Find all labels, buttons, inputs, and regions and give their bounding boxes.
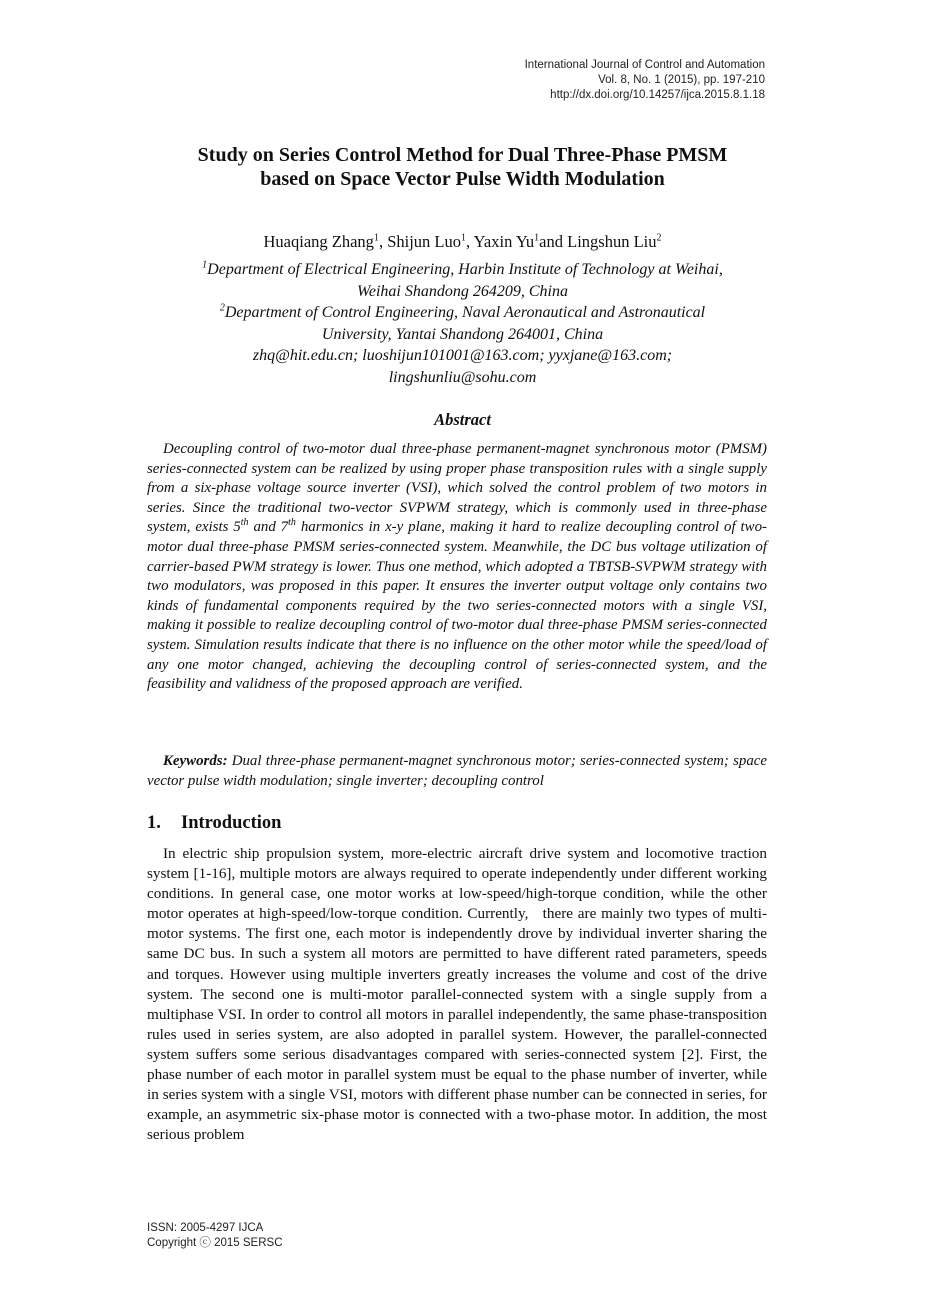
volume-info: Vol. 8, No. 1 (2015), pp. 197-210 xyxy=(598,74,765,86)
copyright: Copyright ⓒ 2015 SERSC xyxy=(147,1237,283,1249)
abstract-heading: Abstract xyxy=(434,410,491,429)
email-addresses-line-1[interactable]: zhq@hit.edu.cn; luoshijun101001@163.com; yyxjane@163.com; xyxy=(252,347,673,364)
running-header xyxy=(525,58,765,103)
title-line-1: Study on Series Control Method for Dual Three-Phase PMSM xyxy=(197,144,728,166)
affiliation-2-mark: 2 xyxy=(219,302,225,314)
page-footer xyxy=(147,1221,283,1251)
issn: ISSN: 2005-4297 IJCA xyxy=(147,1222,264,1234)
author-separator: , xyxy=(378,232,388,251)
affiliation-2-line-2: University, Yantai Shandong 264001, China xyxy=(321,325,604,343)
author-separator: , xyxy=(466,232,474,251)
keywords-label: Keywords: xyxy=(163,753,228,769)
author-name: Shijun Luo xyxy=(387,232,461,251)
keywords-text: Dual three-phase permanent-magnet synchronous motor; series-connected system; space vector pulse width modulation; single inverter; decoupling control xyxy=(147,753,767,789)
author-affiliation-mark: 1 xyxy=(461,232,466,244)
introduction-paragraph: In electric ship propulsion system, more-electric aircraft drive system and locomotive traction system [1-16], multiple motors are always required to operate independently under different working conditions. In general case, one motor works at low-speed/high-torque condition, while the other motor operates at high-speed/low-torque condition. Currently, there are mainly two types of multi-motor systems. The first one, each motor is independently drove by individual inverter sharing the same DC bus. In such a system all motors are permitted to have different rated parameters, speeds and torques. However using multiple inverters greatly increases the volume and cost of the drive system. The second one is multi-motor parallel-connected system with a single supply from a multiphase VSI. In order to control all motors in parallel independently, the same phase-transposition rules used in series system, are also adopted in parallel system. However, the parallel-connected system suffers some serious disadvantages compared with series-connected system [2]. First, the phase number of each motor in parallel system must be equal to the phase number of inverter, while in series system with a single VSI, motors with different phase number can be connected in series, for example, an asymmetric six-phase motor is connected with a two-phase motor. In addition, the most serious problem xyxy=(147,845,767,1144)
affiliation-1-line-1: $^1$Department of Electrical Engineering, Harbin Institute of Technology at Weihai, xyxy=(202,259,723,278)
affiliation-1-line-2: Weihai Shandong 264209, China xyxy=(357,282,568,300)
keywords xyxy=(147,752,767,791)
author-list xyxy=(0,231,925,252)
affiliations xyxy=(0,259,925,388)
author-name: Huaqiang Zhang xyxy=(263,232,374,251)
author-name: and Lingshun Liu xyxy=(539,232,657,251)
section-heading-introduction xyxy=(147,813,281,834)
author-name: Yaxin Yu xyxy=(473,232,535,251)
section-title: Introduction xyxy=(181,813,282,833)
email-addresses-line-2[interactable]: lingshunliu@sohu.com xyxy=(388,368,537,386)
author-affiliation-mark: 1 xyxy=(534,232,540,244)
title-line-2: based on Space Vector Pulse Width Modulation xyxy=(260,168,665,190)
author-affiliation-mark: 1 xyxy=(373,232,379,244)
author-affiliation-mark: 2 xyxy=(656,232,662,244)
journal-name: International Journal of Control and Automation xyxy=(524,59,765,71)
doi-link[interactable]: http://dx.doi.org/10.14257/ijca.2015.8.1.18 xyxy=(550,89,765,101)
affiliation-1-mark: 1 xyxy=(202,259,208,271)
abstract-body: Decoupling control of two-motor dual three-phase permanent-magnet synchronous motor (PMSM) series-connected system can be realized by using proper phase transposition rules with a single supply from a six-phase voltage source inverter (VSI), which solved the control problem of two motors in series. Since the traditional two-vector SVPWM strategy, which is commonly used in three-phase system, exists 5th and 7th harmonics in x-y plane, making it hard to realize decoupling control of two-motor dual three-phase PMSM series-connected system. Meanwhile, the DC bus voltage utilization of carrier-based PWM strategy is lower. Thus one method, which adopted a TBTSB-SVPWM strategy with two modulators, was proposed in this paper. It ensures the inverter output voltage only contains two kinds of fundamental components required by the two series-connected motors with a single VSI, making it possible to realize decoupling control of two-motor dual three-phase PMSM series-connected system. Simulation results indicate that there is no influence on the other motor while the speed/load of any one motor changed, achieving the decoupling control of series-connected system, and the feasibility and validness of the proposed approach are verified. xyxy=(147,441,767,693)
affiliation-2-line-1: $^2$Department of Control Engineering, Naval Aeronautical and Astronautical xyxy=(219,302,706,321)
paper-title xyxy=(0,143,925,191)
section-number: 1. xyxy=(147,813,161,833)
